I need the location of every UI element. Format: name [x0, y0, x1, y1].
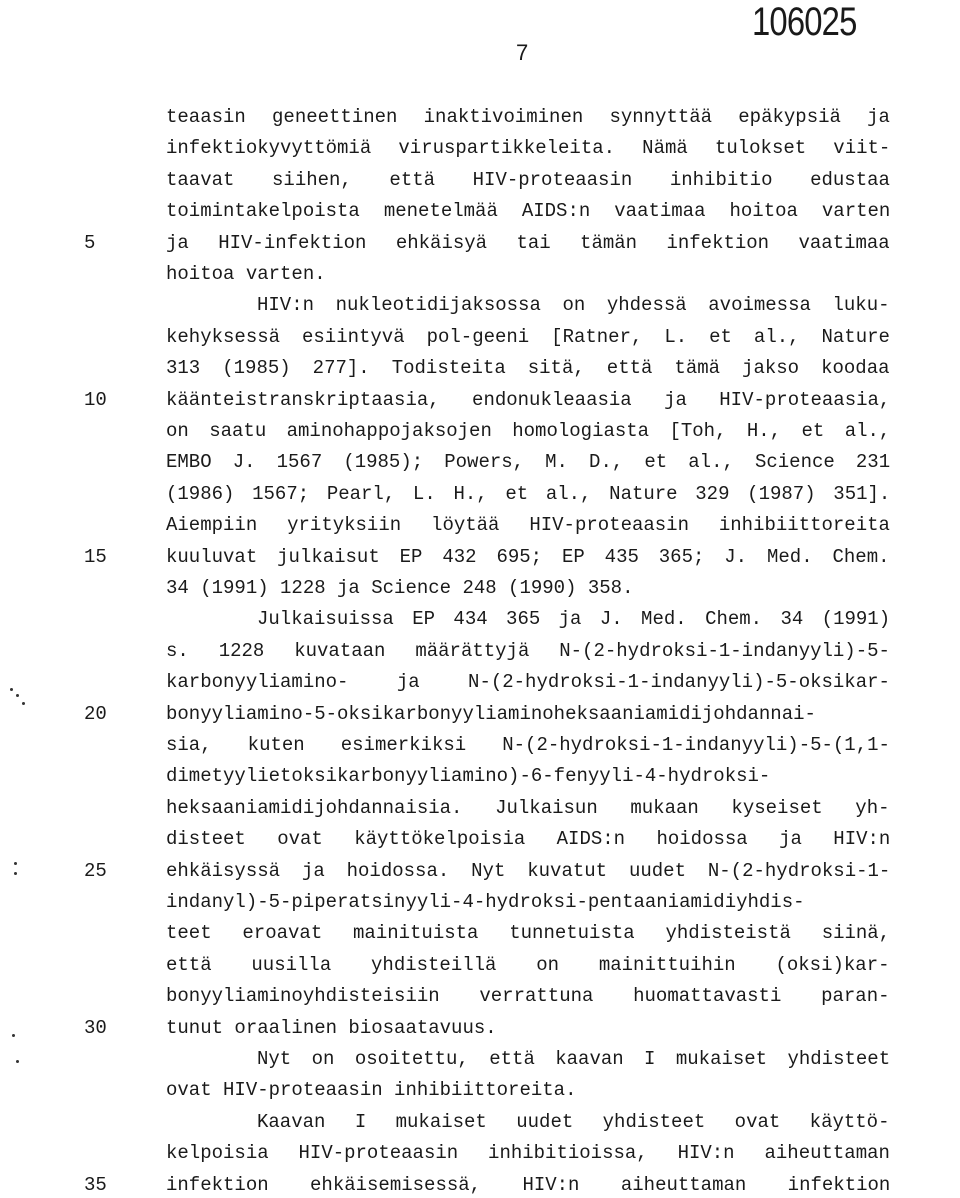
text-line: että uusilla yhdisteillä on mainittuihin (oksi)kar- — [166, 953, 890, 976]
scan-speck — [16, 694, 19, 697]
line-number: 5 — [84, 231, 96, 254]
scan-speck — [12, 1034, 15, 1037]
text-line: tunut oraalinen biosaatavuus. — [166, 1016, 497, 1039]
text-line: disteet ovat käyttökelpoisia AIDS:n hoidossa ja HIV:n — [166, 828, 891, 851]
text-line: käänteistranskriptaasia, endonukleaasia ja HIV-proteaasia, — [166, 388, 891, 411]
scan-speck — [16, 1060, 19, 1063]
text-line: teet eroavat mainituista tunnetuista yhdisteistä siinä, — [166, 922, 891, 945]
text-line: kuuluvat julkaisut EP 432 695; EP 435 365; J. Med. Chem. — [166, 545, 890, 568]
page-number: 7 — [516, 40, 529, 65]
text-line: 34 (1991) 1228 ja Science 248 (1990) 358. — [166, 577, 634, 599]
text-line: teaasin geneettinen inaktivoiminen synnyttää epäkypsiä ja — [166, 106, 890, 128]
text-line: hoitoa varten. — [166, 263, 326, 285]
text-line: infektion ehkäisemisessä, HIV:n aiheuttaman infektion — [166, 1173, 891, 1196]
text-line: infektiokyvyttömiä viruspartikkeleita. Nämä tulokset viit- — [166, 137, 891, 160]
text-line: dimetyylietoksikarbonyyliamino)-6-fenyyli-4-hydroksi- — [166, 765, 771, 788]
line-number: 20 — [84, 702, 107, 725]
scan-speck — [14, 862, 17, 865]
text-line: kehyksessä esiintyvä pol-geeni [Ratner, L. et al., Nature — [166, 325, 890, 348]
document-number: 106025 — [752, 0, 857, 44]
text-line: ovat HIV-proteaasin inhibiittoreita. — [166, 1079, 577, 1102]
text-line: on saatu aminohappojaksojen homologiasta [Toh, H., et al., — [166, 420, 891, 442]
line-number: 10 — [84, 388, 107, 411]
text-line: Nyt on osoitettu, että kaavan I mukaiset yhdisteet — [257, 1048, 891, 1070]
text-line: HIV:n nukleotidijaksossa on yhdessä avoimessa luku- — [257, 294, 890, 317]
text-line: kelpoisia HIV-proteaasin inhibitioissa, HIV:n aiheuttaman — [166, 1142, 890, 1165]
line-number: 15 — [84, 545, 107, 568]
text-line: bonyyliaminoyhdisteisiin verrattuna huomattavasti paran- — [166, 985, 890, 1008]
text-line: Julkaisuissa EP 434 365 ja J. Med. Chem. 34 (1991) — [257, 608, 891, 631]
text-line: Kaavan I mukaiset uudet yhdisteet ovat käyttö- — [257, 1110, 890, 1133]
line-number: 25 — [84, 859, 107, 882]
text-line: Aiempiin yrityksiin löytää HIV-proteaasin inhibiittoreita — [166, 514, 890, 537]
text-line: toimintakelpoista menetelmää AIDS:n vaatimaa hoitoa varten — [166, 200, 891, 223]
text-line: heksaaniamidijohdannaisia. Julkaisun mukaan kyseiset yh- — [166, 796, 890, 819]
text-line: sia, kuten esimerkiksi N-(2-hydroksi-1-indanyyli)-5-(1,1- — [166, 734, 890, 756]
text-line: 313 (1985) 277]. Todisteita sitä, että tämä jakso koodaa — [166, 357, 890, 380]
text-line: EMBO J. 1567 (1985); Powers, M. D., et al., Science 231 — [166, 451, 891, 474]
line-number: 30 — [84, 1016, 107, 1039]
text-line: taavat siihen, että HIV-proteaasin inhibitio edustaa — [166, 168, 890, 191]
text-line: (1986) 1567; Pearl, L. H., et al., Nature 329 (1987) 351]. — [166, 482, 891, 505]
text-line: s. 1228 kuvataan määrättyjä N-(2-hydroksi-1-indanyyli)-5- — [166, 639, 890, 662]
scan-speck — [14, 872, 17, 875]
line-number: 35 — [84, 1173, 107, 1196]
text-line: ja HIV-infektion ehkäisyä tai tämän infektion vaatimaa — [166, 231, 890, 254]
scan-speck — [22, 702, 25, 705]
text-line: indanyl)-5-piperatsinyyli-4-hydroksi-pentaaniamidiyhdis- — [166, 891, 805, 913]
text-line: ehkäisyssä ja hoidossa. Nyt kuvatut uudet N-(2-hydroksi-1- — [166, 859, 891, 882]
text-line: bonyyliamino-5-oksikarbonyyliaminoheksaaniamidijohdannai- — [166, 702, 816, 725]
scan-speck — [10, 688, 13, 691]
text-line: karbonyyliamino- ja N-(2-hydroksi-1-indanyyli)-5-oksikar- — [166, 671, 890, 694]
